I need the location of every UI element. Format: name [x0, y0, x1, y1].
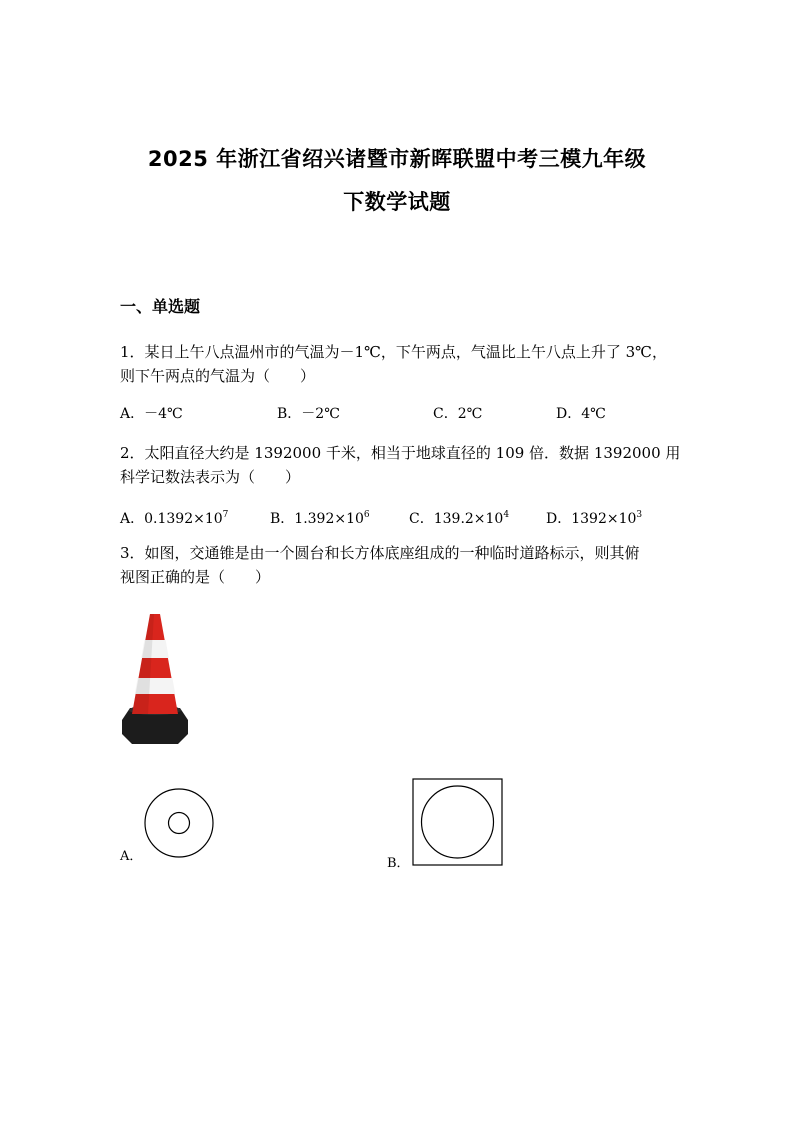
q2-option-a: [120, 505, 228, 529]
doc-title-line2: 下数学试题: [343, 190, 451, 214]
q1-option-d: D．4℃: [556, 406, 606, 422]
q2-option-a-exp: 7: [222, 510, 229, 520]
doc-title-line1: 2025 年浙江省绍兴诸暨市新晖联盟中考三模九年级: [147, 147, 647, 171]
section-heading: 一、单选题: [120, 297, 201, 316]
q2-option-d-base: 1392×10: [571, 511, 637, 527]
q3-text-line2: 视图正确的是（ ）: [120, 568, 271, 586]
q3-option-b-figure: [411, 777, 505, 867]
square-outline: [413, 779, 502, 865]
q2-option-b-exp: 6: [363, 510, 370, 520]
q2-option-b-prefix: B．: [270, 511, 295, 527]
q2-option-c: [409, 505, 509, 529]
q2-text-line2: 科学记数法表示为（ ）: [120, 468, 301, 486]
q2-option-b-base: 1.392×10: [294, 511, 364, 527]
q2-option-c-exp: 4: [503, 510, 510, 520]
q3-text-line1: 3．如图，交通锥是由一个圆台和长方体底座组成的一种临时道路标示，则其俯: [120, 544, 640, 562]
q2-text-line1: 2．太阳直径大约是 1392000 千米，相当于地球直径的 109 倍．数据 1392000 用: [120, 444, 681, 462]
traffic-cone-image: [118, 610, 192, 750]
outer-circle: [145, 789, 213, 857]
q1-option-b: B．－2℃: [277, 406, 340, 422]
q2-option-d: [546, 505, 642, 529]
q3-option-a-label: A．: [120, 849, 143, 864]
q2-option-b: [270, 505, 370, 529]
q2-option-c-base: 139.2×10: [433, 511, 504, 527]
inner-circle: [169, 813, 190, 834]
q2-option-a-base: 0.1392×10: [144, 511, 223, 527]
q1-text-line1: 1．某日上午八点温州市的气温为－1℃，下午两点，气温比上午八点上升了 3℃，: [120, 343, 667, 361]
q3-option-a-figure: [140, 785, 218, 863]
q2-option-d-prefix: D．: [546, 511, 572, 527]
q2-option-a-prefix: A．: [120, 511, 145, 527]
q2-option-d-exp: 3: [636, 510, 643, 520]
q1-text-line2: 则下午两点的气温为（ ）: [120, 367, 316, 385]
q1-option-c: C．2℃: [433, 406, 483, 422]
q2-option-c-prefix: C．: [409, 511, 434, 527]
q3-option-b-label: B．: [387, 856, 410, 871]
q1-option-a: A．－4℃: [120, 406, 183, 422]
circle-in-square: [422, 786, 494, 858]
